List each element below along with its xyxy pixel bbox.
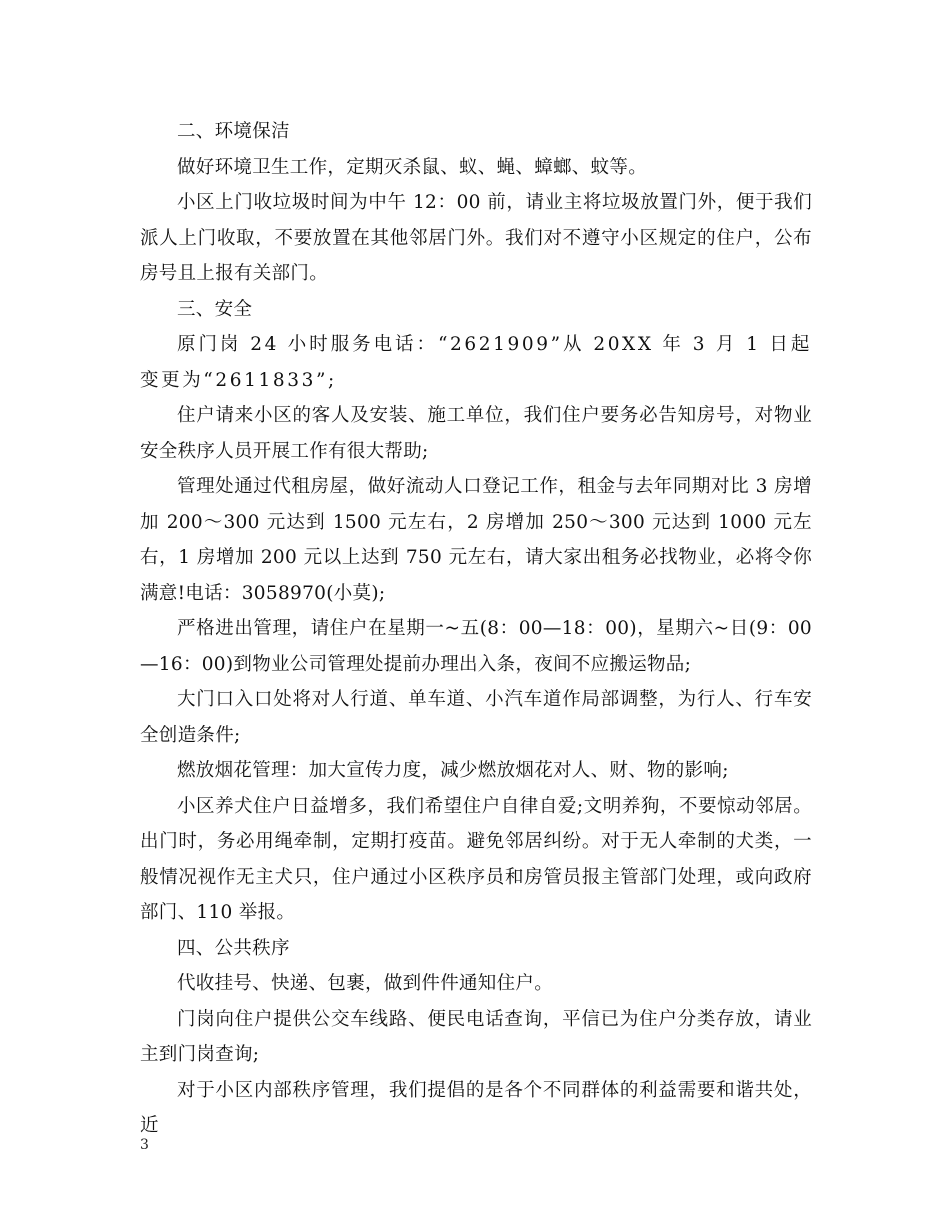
paragraph-dogs: 小区养犬住户日益增多，我们希望住户自律自爱;文明养狗，不要惊动邻居。出门时，务必用绳牵制，定期打疫苗。避免邻居纠纷。对于无人牵制的犬类，一般情况视作无主犬只，住户通过小区秩序员和房管员报主管部门处理，或向政府部门、110 举报。	[140, 795, 812, 923]
paragraph-entrance-adjustment: 大门口入口处将对人行道、单车道、小汽车道作局部调整，为行人、行车安全创造条件;	[140, 689, 812, 746]
paragraph-internal-order: 对于小区内部秩序管理，我们提倡的是各个不同群体的利益需要和谐共处，近	[140, 1079, 812, 1136]
paragraph-rental: 管理处通过代租房屋，做好流动人口登记工作，租金与去年同期对比 3 房增加 200～300 元达到 1500 元左右，2 房增加 250～300 元达到 1000 元左右，1 房增加 200 元以上达到 750 元左右，请大家出租务必找物业，必将令你满意!电话：3058970(小莫);	[140, 476, 812, 604]
paragraph-access-hours: 严格进出管理，请住户在星期一~五(8：00—18：00)，星期六~日(9：00—16：00)到物业公司管理处提前办理出入条，夜间不应搬运物品;	[140, 618, 812, 675]
paragraph-parcels: 代收挂号、快递、包裹，做到件件通知住户。	[177, 973, 554, 994]
page-number: 3	[140, 1137, 149, 1153]
paragraph-fireworks: 燃放烟花管理：加大宣传力度，减少燃放烟花对人、财、物的影响;	[177, 760, 729, 781]
paragraph-gate-services: 门岗向住户提供公交车线路、便民电话查询，平信已为住户分类存放，请业主到门岗查询;	[140, 1008, 812, 1065]
paragraph-pest-control: 做好环境卫生工作，定期灭杀鼠、蚁、蝇、蟑螂、蚊等。	[177, 156, 648, 178]
paragraph-gate-phone: 原门岗 24 小时服务电话：“2621909”从 20XX 年 3 月 1 日起变更为“2611833”;	[140, 334, 812, 391]
paragraph-garbage-collection: 小区上门收垃圾时间为中午 12：00 前，请业主将垃圾放置门外，便于我们派人上门收取，不要放置在其他邻居门外。我们对不遵守小区规定的住户，公布房号且上报有关部门。	[140, 192, 812, 284]
section-heading-public-order: 四、公共秩序	[177, 937, 290, 959]
section-heading-environment: 二、环境保洁	[177, 121, 290, 142]
document-body	[140, 114, 812, 1144]
paragraph-visitors: 住户请来小区的客人及安装、施工单位，我们住户要务必告知房号，对物业安全秩序人员开展工作有很大帮助;	[140, 405, 812, 462]
section-heading-safety: 三、安全	[177, 298, 253, 320]
